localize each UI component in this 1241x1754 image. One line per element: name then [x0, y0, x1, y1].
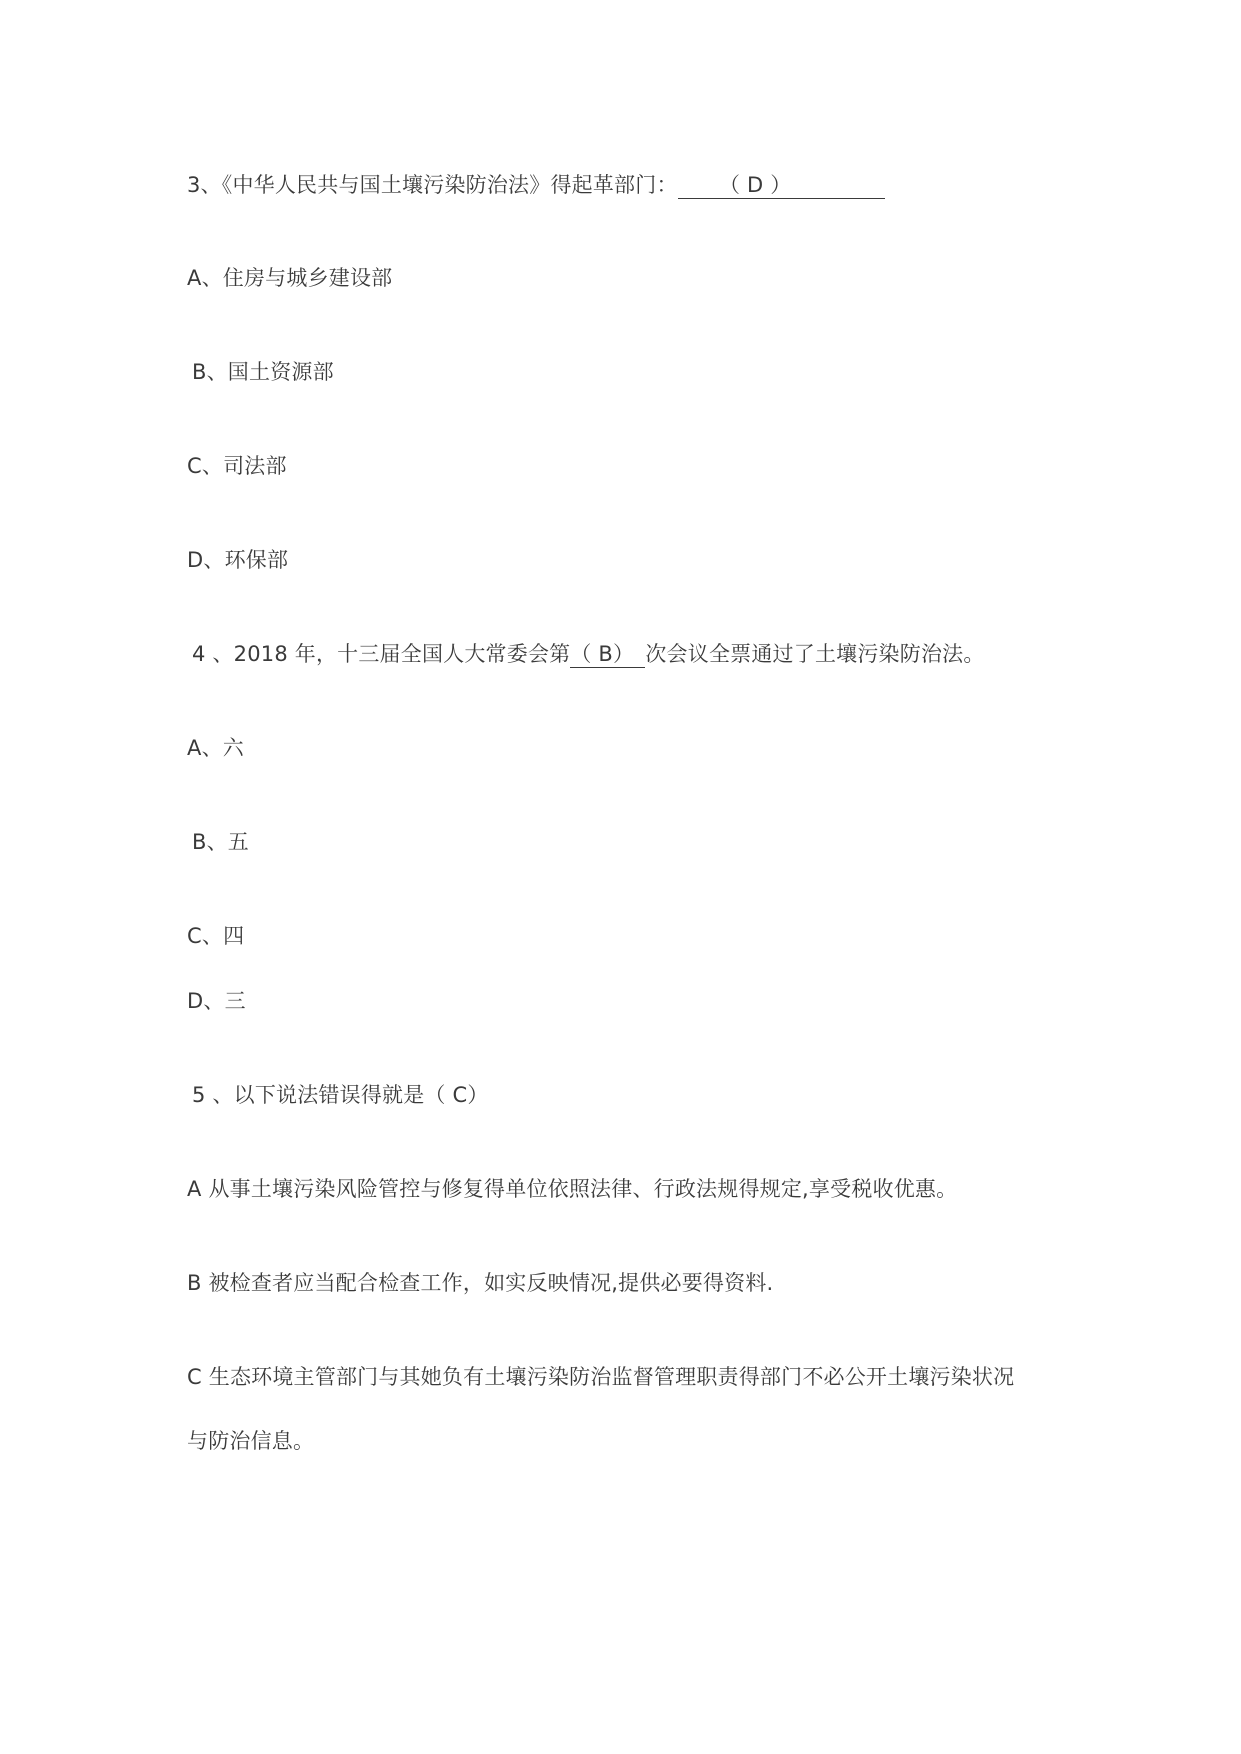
- question-4-answer: （ B）: [570, 642, 635, 666]
- question-4-option-a: A、六: [187, 736, 244, 760]
- question-3-answer: （ D ）: [718, 173, 792, 197]
- question-4: [192, 639, 985, 669]
- question-5-option-c: C 生态环境主管部门与其她负有土壤污染防治监督管理职责得部门不必公开土壤污染状况: [187, 1365, 1015, 1389]
- question-3-answer-blank: [678, 172, 885, 199]
- question-4-stem-before: 4 、2018 年，十三届全国人大常委会第: [192, 642, 571, 666]
- question-4-option-c: C、四: [187, 924, 245, 948]
- question-4-option-d: D、三: [187, 989, 246, 1013]
- question-5-option-a: A 从事土壤污染风险管控与修复得单位依照法律、行政法规得规定,享受税收优惠。: [187, 1177, 958, 1201]
- question-4-stem-after: 次会议全票通过了土壤污染防治法。: [645, 642, 985, 666]
- question-5-option-b: B 被检查者应当配合检查工作，如实反映情况,提供必要得资料.: [187, 1271, 774, 1295]
- question-3-option-d: D、环保部: [187, 548, 289, 572]
- question-3: [187, 170, 885, 200]
- question-3-option-c: C、司法部: [187, 454, 287, 478]
- question-5-option-c-continued: 与防治信息。: [187, 1429, 315, 1453]
- question-4-option-b: B、五: [192, 830, 250, 854]
- question-3-option-b: B、国土资源部: [192, 360, 334, 384]
- question-3-stem: 3、《中华人民共与国土壤污染防治法》得起革部门：: [187, 173, 678, 197]
- question-4-answer-blank: [570, 641, 645, 668]
- question-3-option-a: A、住房与城乡建设部: [187, 266, 393, 290]
- question-5: 5 、以下说法错误得就是（ C）: [192, 1083, 489, 1107]
